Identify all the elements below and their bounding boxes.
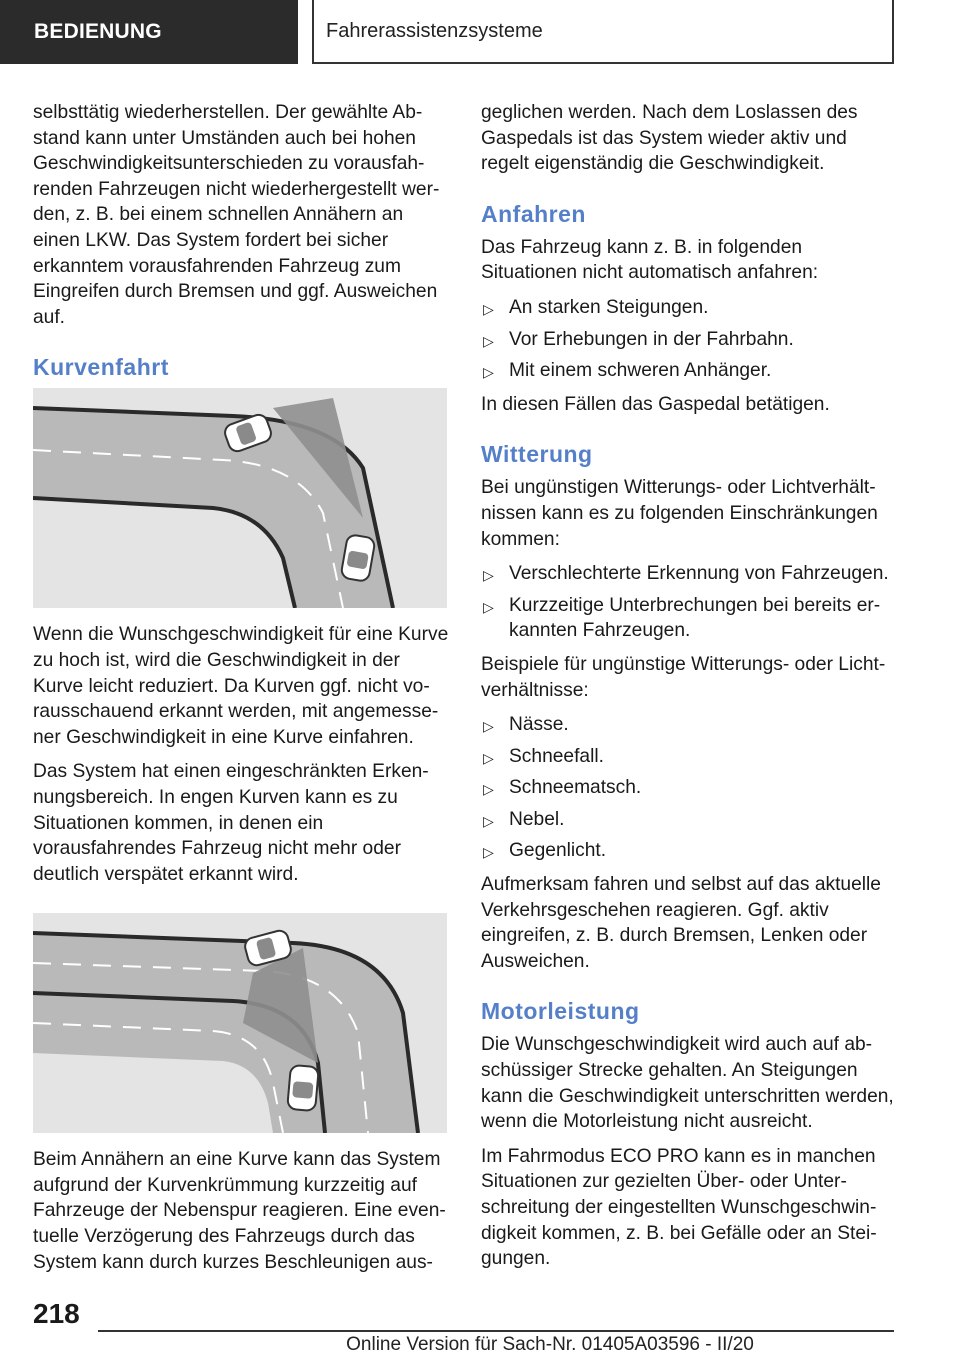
triangle-bullet-icon: ▷ — [483, 812, 494, 829]
triangle-bullet-icon: ▷ — [483, 718, 494, 735]
footer-text: Online Version für Sach-Nr. 01405A03596 - II/20 — [346, 1334, 754, 1355]
triangle-bullet-icon: ▷ — [483, 332, 494, 349]
curve-illustration-1 — [33, 388, 447, 608]
paragraph: geglichen werden. Nach dem Loslassen des Gaspedals ist das System wieder aktiv und regelt eigenständig die Geschwindigkeit. — [481, 102, 858, 175]
footer-divider — [98, 1330, 894, 1332]
list-witterung — [481, 712, 897, 864]
list-einschraenkungen — [481, 561, 897, 644]
paragraph: Das Fahrzeug kann z. B. in folgenden Situationen nicht automatisch anfahren: — [481, 236, 819, 284]
triangle-bullet-icon: ▷ — [483, 781, 494, 798]
heading-anfahren: Anfahren — [481, 200, 586, 227]
paragraph: Im Fahrmodus ECO PRO kann es in manchen Situationen zur gezielten Über- oder Unterschreitung der eingestellten Wunschgeschwindigkeit kommen, z. B. bei Gefälle oder an Steigungen. — [481, 1145, 877, 1270]
heading-witterung: Witterung — [481, 441, 593, 468]
paragraph: Aufmerksam fahren und selbst auf das aktuelle Verkehrsgeschehen reagieren. Ggf. aktiv eingreifen, z. B. durch Bremsen, Lenken oder Ausweichen. — [481, 874, 881, 972]
list-item: ▷ Vor Erhebungen in der Fahrbahn. — [481, 327, 897, 353]
list-item: ▷ Gegenlicht. — [481, 838, 897, 864]
page-number: 218 — [33, 1298, 80, 1329]
list-anfahren — [481, 295, 897, 384]
triangle-bullet-icon: ▷ — [483, 749, 494, 766]
left-column — [33, 100, 449, 1284]
chapter-tab — [312, 0, 894, 64]
right-column — [481, 100, 897, 1281]
list-item: ▷ Kurzzeitige Unterbrechungen bei bereits erkannten Fahrzeugen. — [483, 594, 881, 642]
list-item: ▷ Schneefall. — [481, 744, 897, 770]
paragraph: Das System hat einen eingeschränkten Erkennungsbereich. In engen Kurven kann es zu Situationen kommen, in denen ein vorausfahrendes Fahrzeug nicht mehr oder deutlich verspätet erkannt wird. — [33, 761, 429, 885]
triangle-bullet-icon: ▷ — [483, 567, 494, 584]
heading-kurvenfahrt: Kurvenfahrt — [33, 354, 169, 381]
list-item: ▷ Mit einem schweren Anhänger. — [481, 358, 897, 384]
chapter-title: Fahrerassistenzsysteme — [326, 19, 543, 42]
triangle-bullet-icon: ▷ — [483, 364, 494, 381]
paragraph: Bei ungünstigen Witterungs- oder Lichtverhältnissen kann es zu folgenden Einschränkungen kommen: — [481, 477, 878, 550]
triangle-bullet-icon: ▷ — [483, 598, 494, 615]
triangle-bullet-icon: ▷ — [483, 844, 494, 861]
triangle-bullet-icon: ▷ — [483, 300, 494, 317]
paragraph: Wenn die Wunschgeschwindigkeit für eine Kurve zu hoch ist, wird die Geschwindigkeit in der Kurve leicht reduziert. Da Kurven ggf. nicht vorausschauend erkannt werden, mit angemessener Geschwindigkeit in eine Kurve einfahren. — [33, 624, 449, 748]
paragraph: selbsttätig wiederherstellen. Der gewählte Abstand kann unter Umständen auch bei hohen Geschwindigkeitsunterschieden zu vorausfahrenden Fahrzeugen nicht wiederhergestellt werden, z. B. bei einem schnellen Annähern an einen LKW. Das System fordert bei sicher erkanntem vorausfahrenden Fahrzeug zum Eingreifen durch Bremsen und ggf. Ausweichen auf. — [33, 102, 440, 328]
list-item: ▷ Schneematsch. — [481, 775, 897, 801]
paragraph: Beispiele für ungünstige Witterungs- oder Lichtverhältnisse: — [481, 653, 886, 701]
paragraph: Beim Annähern an eine Kurve kann das System aufgrund der Kurvenkrümmung kurzzeitig auf Fahrzeuge der Nebenspur reagieren. Eine eventuelle Verzögerung des Fahrzeugs durch das System kann durch kurzes Beschleunigen aus- — [33, 1149, 446, 1273]
list-item: ▷ An starken Steigungen. — [481, 295, 897, 321]
paragraph: In diesen Fällen das Gaspedal betätigen. — [481, 393, 830, 415]
list-item: ▷ Nässe. — [481, 712, 897, 738]
heading-motorleistung: Motorleistung — [481, 998, 640, 1025]
section-tab — [0, 0, 298, 64]
section-title: BEDIENUNG — [34, 20, 162, 43]
paragraph: Die Wunschgeschwindigkeit wird auch auf abschüssiger Strecke gehalten. An Steigungen kann die Geschwindigkeit unterschritten werden, wenn die Motorleistung nicht ausreicht. — [481, 1034, 894, 1133]
list-item: ▷ Nebel. — [481, 807, 897, 833]
curve-illustration-2 — [33, 913, 447, 1133]
list-item: ▷ Verschlechterte Erkennung von Fahrzeugen. — [481, 561, 897, 587]
